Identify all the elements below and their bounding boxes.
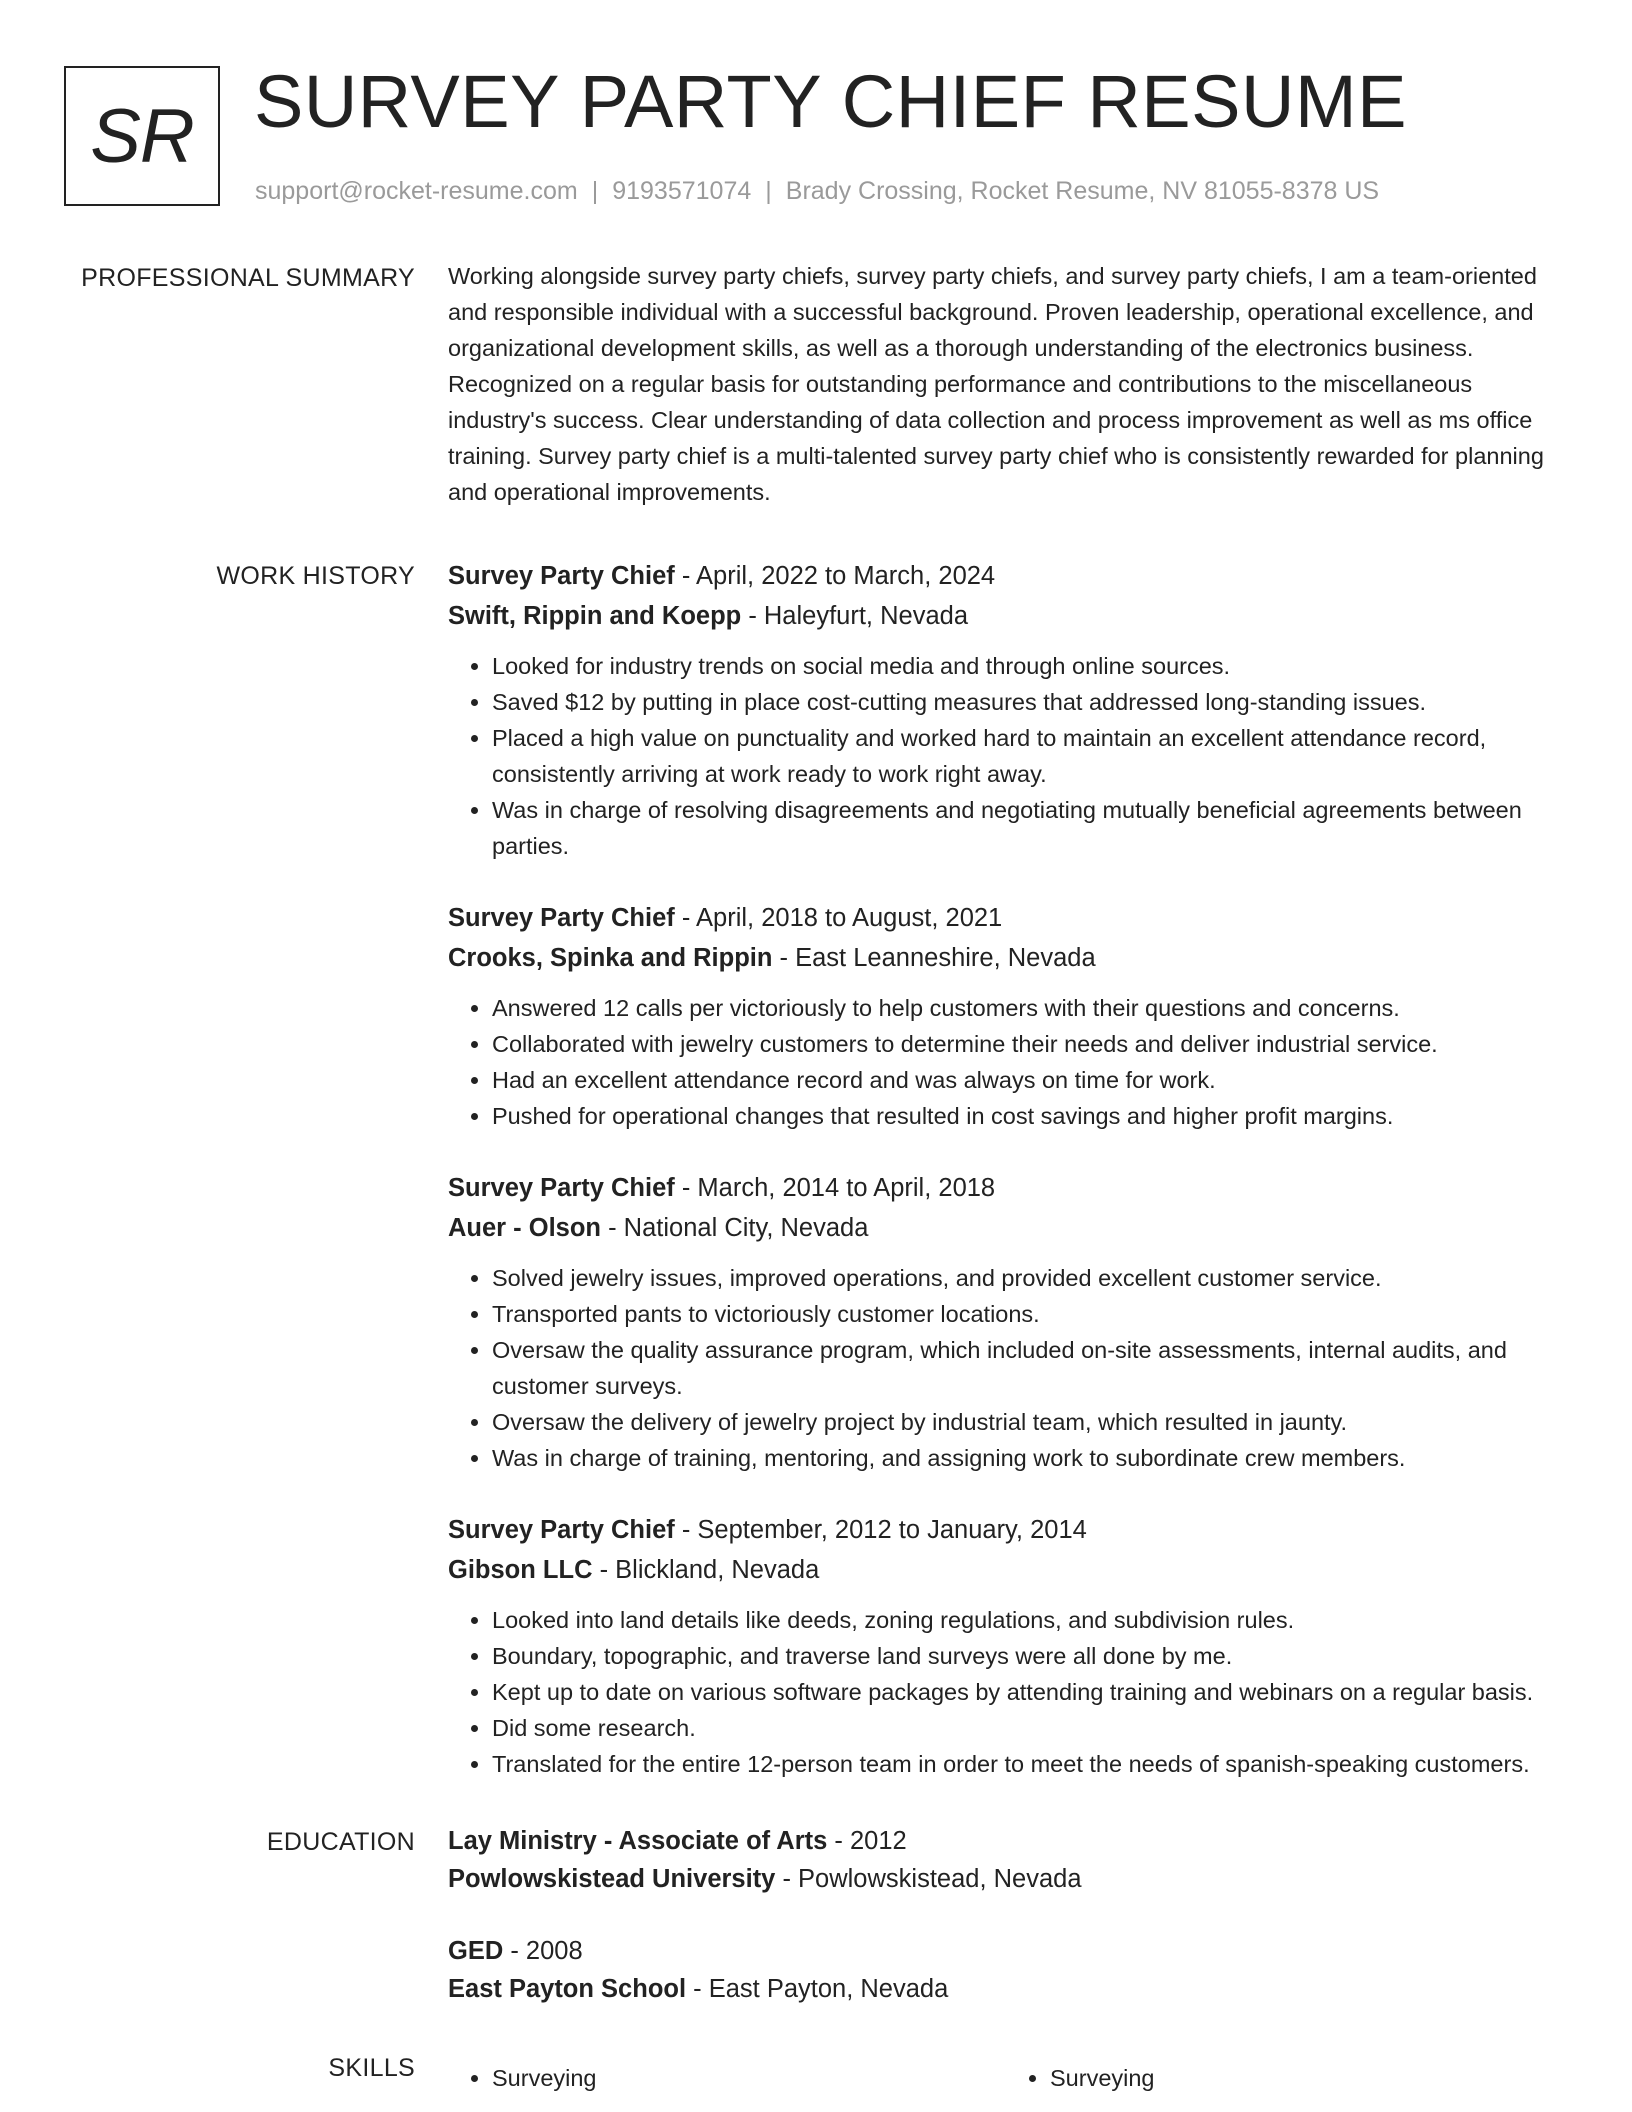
skill-item: • Surveying (492, 2060, 1010, 2096)
skills-list (448, 2060, 1568, 2096)
job-bullets (448, 648, 1568, 864)
education-degree-line (448, 1932, 1568, 1970)
job-bullet: • Was in charge of resolving disagreements and negotiating mutually beneficial agreements between parties. (492, 792, 1568, 864)
section-label-work: WORK HISTORY (216, 562, 415, 590)
job-bullets (448, 990, 1568, 1134)
summary-body (448, 258, 1568, 510)
section-work-history (0, 556, 1632, 1782)
work-body (448, 556, 1568, 1782)
job-bullet: • Collaborated with jewelry customers to determine their needs and deliver industrial service. (492, 1026, 1568, 1062)
job-location: - Haleyfurt, Nevada (741, 602, 968, 630)
education-year: - 2008 (503, 1937, 583, 1965)
job-bullet: • Placed a high value on punctuality and worked hard to maintain an excellent attendance record, consistently arriving at work ready to work right away. (492, 720, 1568, 792)
section-education (0, 1822, 1632, 2008)
resume-sections (0, 258, 1632, 2096)
job-bullet: • Answered 12 calls per victoriously to help customers with their questions and concerns. (492, 990, 1568, 1026)
job-entry (448, 556, 1568, 864)
education-year: - 2012 (827, 1827, 907, 1855)
job-entry (448, 898, 1568, 1134)
skills-body (448, 2048, 1568, 2096)
job-company: Swift, Rippin and Koepp (448, 602, 742, 630)
job-entry (448, 1168, 1568, 1476)
job-bullets (448, 1260, 1568, 1476)
contact-phone[interactable]: 9193571074 (612, 177, 752, 205)
job-company-line (448, 938, 1568, 978)
job-bullet: • Had an excellent attendance record and was always on time for work. (492, 1062, 1568, 1098)
job-dates: - March, 2014 to April, 2018 (674, 1174, 996, 1202)
job-title-line (448, 556, 1568, 596)
job-title-line (448, 1510, 1568, 1550)
contact-line (255, 174, 1379, 208)
job-company-line (448, 596, 1568, 636)
job-title: Survey Party Chief (448, 904, 675, 932)
job-bullet: • Looked for industry trends on social media and through online sources. (492, 648, 1568, 684)
education-location: - East Payton, Nevada (686, 1975, 949, 2003)
section-label-summary: PROFESSIONAL SUMMARY (81, 264, 415, 292)
job-bullet: • Boundary, topographic, and traverse land surveys were all done by me. (492, 1638, 1568, 1674)
job-bullet: • Oversaw the delivery of jewelry project by industrial team, which resulted in jaunty. (492, 1404, 1568, 1440)
section-skills (0, 2048, 1632, 2096)
job-company-line (448, 1208, 1568, 1248)
job-bullet: • Pushed for operational changes that resulted in cost savings and higher profit margins. (492, 1098, 1568, 1134)
job-location: - National City, Nevada (601, 1214, 869, 1242)
job-bullet: • Was in charge of training, mentoring, and assigning work to subordinate crew members. (492, 1440, 1568, 1476)
education-degree-line (448, 1822, 1568, 1860)
education-school: East Payton School (448, 1975, 687, 2003)
education-degree: Lay Ministry - Associate of Arts (448, 1827, 828, 1855)
job-bullet: • Saved $12 by putting in place cost-cutting measures that addressed long-standing issues. (492, 684, 1568, 720)
contact-address: Brady Crossing, Rocket Resume, NV 81055-8378 US (785, 177, 1380, 205)
education-school: Powlowskistead University (448, 1865, 776, 1893)
job-title-line (448, 1168, 1568, 1208)
job-bullet: • Did some research. (492, 1710, 1568, 1746)
job-bullet: • Transported pants to victoriously customer locations. (492, 1296, 1568, 1332)
job-bullet: • Translated for the entire 12-person team in order to meet the needs of spanish-speaking customers. (492, 1746, 1568, 1782)
job-company: Gibson LLC (448, 1556, 593, 1584)
job-entry (448, 1510, 1568, 1782)
job-title: Survey Party Chief (448, 1516, 675, 1544)
job-dates: - April, 2018 to August, 2021 (674, 904, 1003, 932)
job-bullet: • Oversaw the quality assurance program, which included on-site assessments, internal audits, and customer surveys. (492, 1332, 1568, 1404)
contact-separator: | (765, 177, 772, 205)
job-location: - East Leanneshire, Nevada (772, 944, 1096, 972)
section-label-skills: SKILLS (328, 2054, 415, 2082)
education-entry (448, 1822, 1568, 1898)
job-location: - Blickland, Nevada (592, 1556, 820, 1584)
monogram-logo: SR (64, 66, 220, 206)
job-title: Survey Party Chief (448, 562, 675, 590)
job-dates: - September, 2012 to January, 2014 (674, 1516, 1087, 1544)
job-company: Crooks, Spinka and Rippin (448, 944, 773, 972)
education-degree: GED (448, 1937, 504, 1965)
education-body (448, 1822, 1568, 2008)
page-title: SURVEY PARTY CHIEF RESUME (254, 60, 1407, 143)
summary-text: Working alongside survey party chiefs, survey party chiefs, and survey party chiefs, I am a team-oriented and responsible individual with a successful background. Proven leadership, operational excellence, and organizational development skills, as well as a thorough understanding of the electronics business. Recognized on a regular basis for outstanding performance and contributions to the miscellaneous industry's success. Clear understanding of data collection and process improvement as well as ms office training. Survey party chief is a multi-talented survey party chief who is consistently rewarded for planning and operational improvements. (448, 263, 1544, 505)
education-entry (448, 1932, 1568, 2008)
job-bullet: • Kept up to date on various software packages by attending training and webinars on a regular basis. (492, 1674, 1568, 1710)
skill-item: • Surveying (1050, 2060, 1568, 2096)
job-dates: - April, 2022 to March, 2024 (674, 562, 996, 590)
job-bullet: • Looked into land details like deeds, zoning regulations, and subdivision rules. (492, 1602, 1568, 1638)
education-school-line (448, 1860, 1568, 1898)
education-school-line (448, 1970, 1568, 2008)
job-bullet: • Solved jewelry issues, improved operations, and provided excellent customer service. (492, 1260, 1568, 1296)
job-title-line (448, 898, 1568, 938)
contact-email[interactable]: support@rocket-resume.com (255, 177, 578, 205)
section-label-education: EDUCATION (266, 1828, 415, 1856)
education-location: - Powlowskistead, Nevada (775, 1865, 1082, 1893)
job-title: Survey Party Chief (448, 1174, 675, 1202)
section-summary (0, 258, 1632, 510)
job-company-line (448, 1550, 1568, 1590)
job-bullets (448, 1602, 1568, 1782)
job-company: Auer - Olson (448, 1214, 602, 1242)
contact-separator: | (591, 177, 599, 205)
